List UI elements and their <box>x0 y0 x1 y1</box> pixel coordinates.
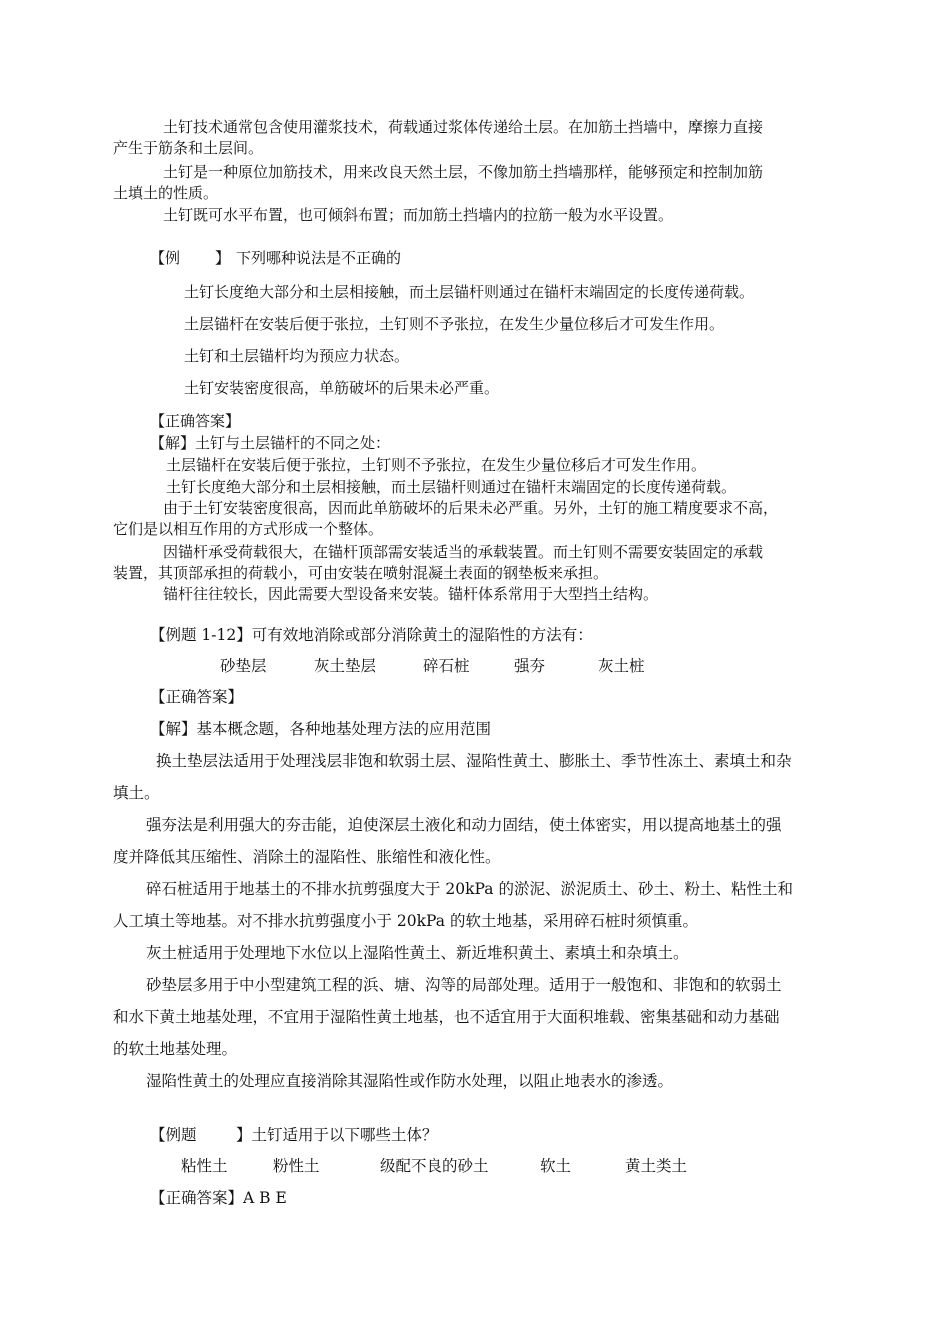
answer-label: 【正确答案】A B E <box>150 1189 287 1207</box>
option-text: 灰土垫层 <box>314 657 377 675</box>
intro-line: 土钉既可水平布置，也可倾斜布置；而加筋土挡墙内的拉筋一般为水平设置。 <box>163 206 674 224</box>
example-label: 【例题 <box>150 1126 197 1144</box>
explain-line: 湿陷性黄土的处理应直接消除其湿陷性或作防水处理，以阻止地表水的渗透。 <box>146 1072 674 1090</box>
option-text: 土钉和土层锚杆均为预应力状态。 <box>184 347 410 365</box>
example-label-close: 】 <box>215 249 231 267</box>
explain-line: 【解】土钉与土层锚杆的不同之处： <box>150 434 391 452</box>
intro-line: 产生于筋条和土层间。 <box>113 139 264 157</box>
example-label: 【例 <box>150 249 181 267</box>
option-text: 土层锚杆在安装后便于张拉，土钉则不予张拉，在发生少量位移后才可发生作用。 <box>184 315 725 333</box>
explain-line: 填土。 <box>113 784 160 802</box>
explain-line: 它们是以相互作用的方式形成一个整体。 <box>113 520 384 538</box>
option-text: 砂垫层 <box>220 657 267 675</box>
explain-line: 换土垫层法适用于处理浅层非饱和软弱土层、湿陷性黄土、膨胀土、季节性冻土、素填土和杂 <box>156 752 792 770</box>
option-text: 粉性土 <box>273 1157 320 1175</box>
explain-line: 和水下黄土地基处理，不宜用于湿陷性黄土地基，也不适宜用于大面积堆载、密集基础和动力基础 <box>113 1008 780 1026</box>
option-text: 软土 <box>540 1157 572 1175</box>
explain-line: 人工填土等地基。对不排水抗剪强度小于 20kPa 的软土地基，采用碎石桩时须慎重。 <box>113 912 698 930</box>
example-question: 下列哪种说法是不正确的 <box>236 249 402 267</box>
option-text: 土钉长度绝大部分和土层相接触，而土层锚杆则通过在锚杆末端固定的长度传递荷载。 <box>184 283 755 301</box>
answer-label: 【正确答案】 <box>150 412 241 430</box>
option-text: 强夯 <box>514 657 546 675</box>
option-text: 黄土类土 <box>625 1157 688 1175</box>
explain-line: 碎石桩适用于地基土的不排水抗剪强度大于 20kPa 的淤泥、淤泥质土、砂土、粉土、粘性土和 <box>146 880 793 898</box>
answer-label: 【正确答案】 <box>150 688 244 706</box>
option-text: 粘性土 <box>181 1157 228 1175</box>
explain-line: 土钉长度绝大部分和土层相接触，而土层锚杆则通过在锚杆末端固定的长度传递荷载。 <box>166 478 737 496</box>
option-text: 土钉安装密度很高，单筋破坏的后果未必严重。 <box>184 379 500 397</box>
explain-line: 的软土地基处理。 <box>113 1040 238 1058</box>
explain-line: 装置，其顶部承担的荷载小，可由安装在喷射混凝土表面的钢垫板来承担。 <box>113 564 609 582</box>
explain-line: 强夯法是利用强大的夯击能，迫使深层土液化和动力固结，使土体密实，用以提高地基土的强 <box>146 816 782 834</box>
option-text: 碎石桩 <box>423 657 470 675</box>
explain-line: 土层锚杆在安装后便于张拉，土钉则不予张拉，在发生少量位移后才可发生作用。 <box>166 456 707 474</box>
explain-line: 度并降低其压缩性、消除土的湿陷性、胀缩性和液化性。 <box>113 848 501 866</box>
explain-line: 砂垫层多用于中小型建筑工程的浜、塘、沟等的局部处理。适用于一般饱和、非饱和的软弱土 <box>146 976 782 994</box>
intro-line: 土钉技术通常包含使用灌浆技术，荷载通过浆体传递给土层。在加筋土挡墙中，摩擦力直接 <box>163 118 764 136</box>
explain-line: 【解】基本概念题，各种地基处理方法的应用范围 <box>150 720 492 738</box>
explain-line: 因锚杆承受荷载很大，在锚杆顶部需安装适当的承载装置。而土钉则不需要安装固定的承载 <box>163 543 764 561</box>
option-text: 级配不良的砂土 <box>380 1157 489 1175</box>
explain-line: 锚杆往往较长，因此需要大型设备来安装。锚杆体系常用于大型挡土结构。 <box>163 585 659 603</box>
explain-line: 灰土桩适用于处理地下水位以上湿陷性黄土、新近堆积黄土、素填土和杂填土。 <box>146 944 689 962</box>
intro-line: 土填土的性质。 <box>113 184 219 202</box>
example-question: 】土钉适用于以下哪些土体？ <box>236 1126 438 1144</box>
explain-line: 由于土钉安装密度很高，因而此单筋破坏的后果未必严重。另外，土钉的施工精度要求不高， <box>163 499 779 517</box>
intro-line: 土钉是一种原位加筋技术，用来改良天然土层，不像加筋土挡墙那样，能够预定和控制加筋 <box>163 163 764 181</box>
option-text: 灰土桩 <box>598 657 645 675</box>
example-question: 【例题 1-12】可有效地消除或部分消除黄土的湿陷性的方法有： <box>150 626 593 644</box>
